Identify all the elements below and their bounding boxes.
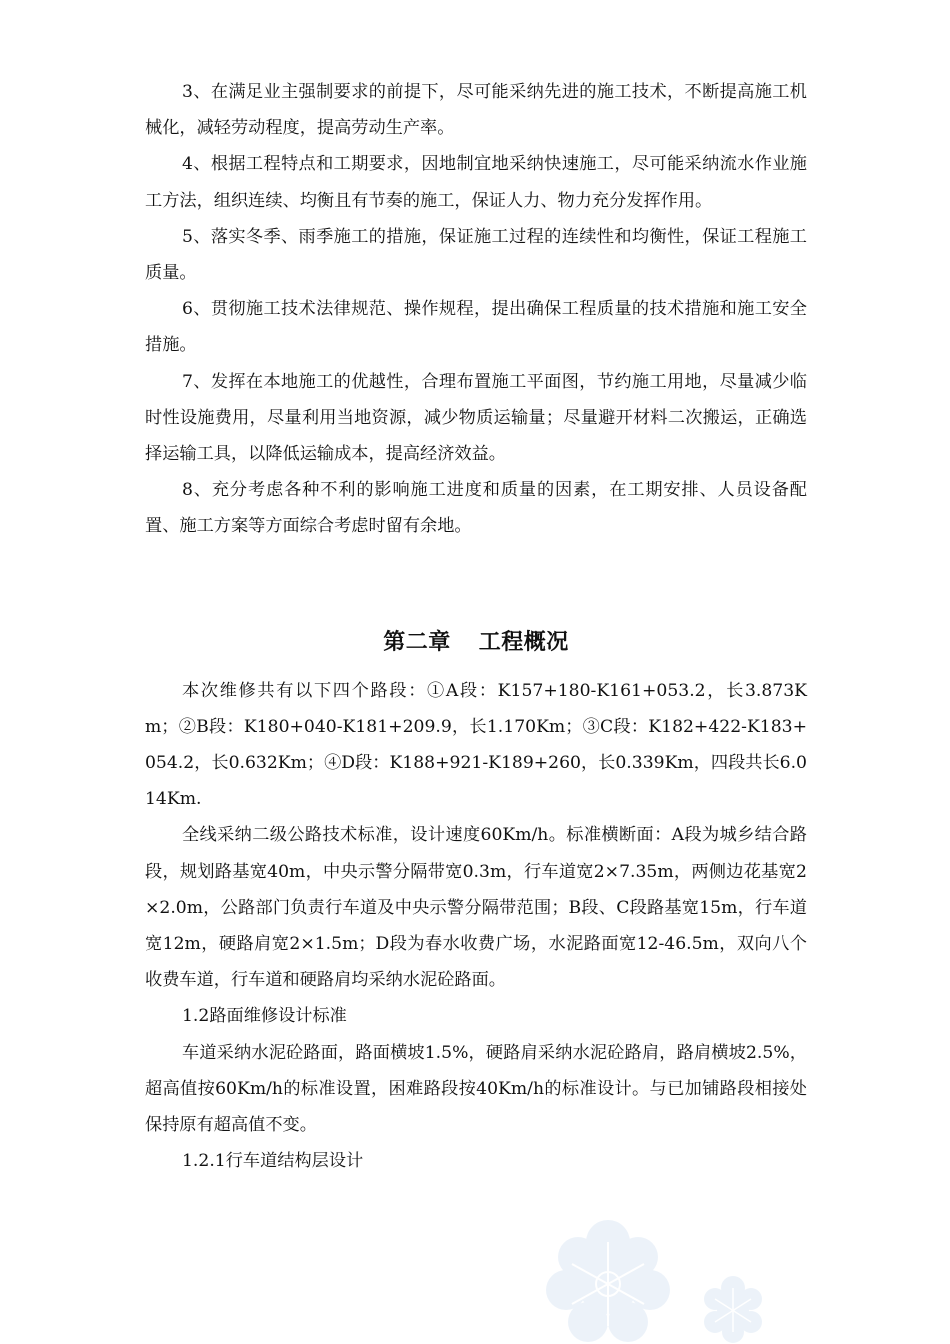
principle-item-5: 5、落实冬季、雨季施工的措施，保证施工过程的连续性和均衡性，保证工程施工质量。 <box>145 226 807 284</box>
principle-item-8: 8、充分考虑各种不利的影响施工进度和质量的因素，在工期安排、人员设备配置、施工方案等方面综合考虑时留有余地。 <box>145 480 807 537</box>
chapter-title: 工程概况 <box>478 628 569 655</box>
principle-item-6: 6、贯彻施工技术法律规范、操作规程，提出确保工程质量的技术措施和施工安全措施。 <box>145 299 807 356</box>
section-spacer <box>145 545 807 621</box>
chapter-heading <box>145 621 807 663</box>
snowflake-watermark-icon-small <box>696 1272 770 1344</box>
principle-item-7: 7、发挥在本地施工的优越性，合理布置施工平面图，节约施工用地，尽量减少临时性设施费用，尽量利用当地资源，减少物质运输量；尽量避开材料二次搬运，正确选择运输工具，以降低运输成本，提高经济效益。 <box>145 371 807 465</box>
overview-paragraph-pavement: 车道采纳水泥砼路面，路面横坡1.5%，硬路肩采纳水泥砼路肩，路肩横坡2.5%，超高值按60Km/h的标准设置，困难路段按40Km/h的标准设计。与已加铺路段相接处保持原有超高值不变。 <box>145 1042 807 1136</box>
page-content <box>145 74 807 1179</box>
principle-item-4: 4、根据工程特点和工期要求，因地制宜地采纳快速施工，尽可能采纳流水作业施工方法，组织连续、均衡且有节奏的施工，保证人力、物力充分发挥作用。 <box>145 154 807 211</box>
snowflake-watermark-icon <box>538 1212 678 1344</box>
chapter-number: 第二章 <box>383 628 451 655</box>
principle-item-3: 3、在满足业主强制要求的前提下，尽可能采纳先进的施工技术，不断提高施工机械化，减轻劳动程度，提高劳动生产率。 <box>145 82 807 139</box>
overview-paragraph-standards: 全线采纳二级公路技术标准，设计速度60Km/h。标准横断面：A段为城乡结合路段，规划路基宽40m，中央示警分隔带宽0.3m，行车道宽2×7.35m，两侧边花基宽2×2.0m，公路部门负责行车道及中央示警分隔带范围；B段、C段路基宽15m，行车道宽12m，硬路肩宽2×1.5m；D段为春水收费广场，水泥路面宽12-46.5m，双向八个收费车道，行车道和硬路肩均采纳水泥砼路面。 <box>145 825 807 991</box>
section-heading-1-2-1: 1.2.1行车道结构层设计 <box>182 1151 364 1172</box>
overview-paragraph-segments: 本次维修共有以下四个路段：①A段：K157+180-K161+053.2，长3.873Km；②B段：K180+040-K181+209.9，长1.170Km；③C段：K182+422-K183+054.2，长0.632Km；④D段：K188+921-K189+260，长0.339Km，四段共长6.014Km. <box>145 680 807 810</box>
section-heading-1-2: 1.2路面维修设计标准 <box>182 1006 347 1027</box>
